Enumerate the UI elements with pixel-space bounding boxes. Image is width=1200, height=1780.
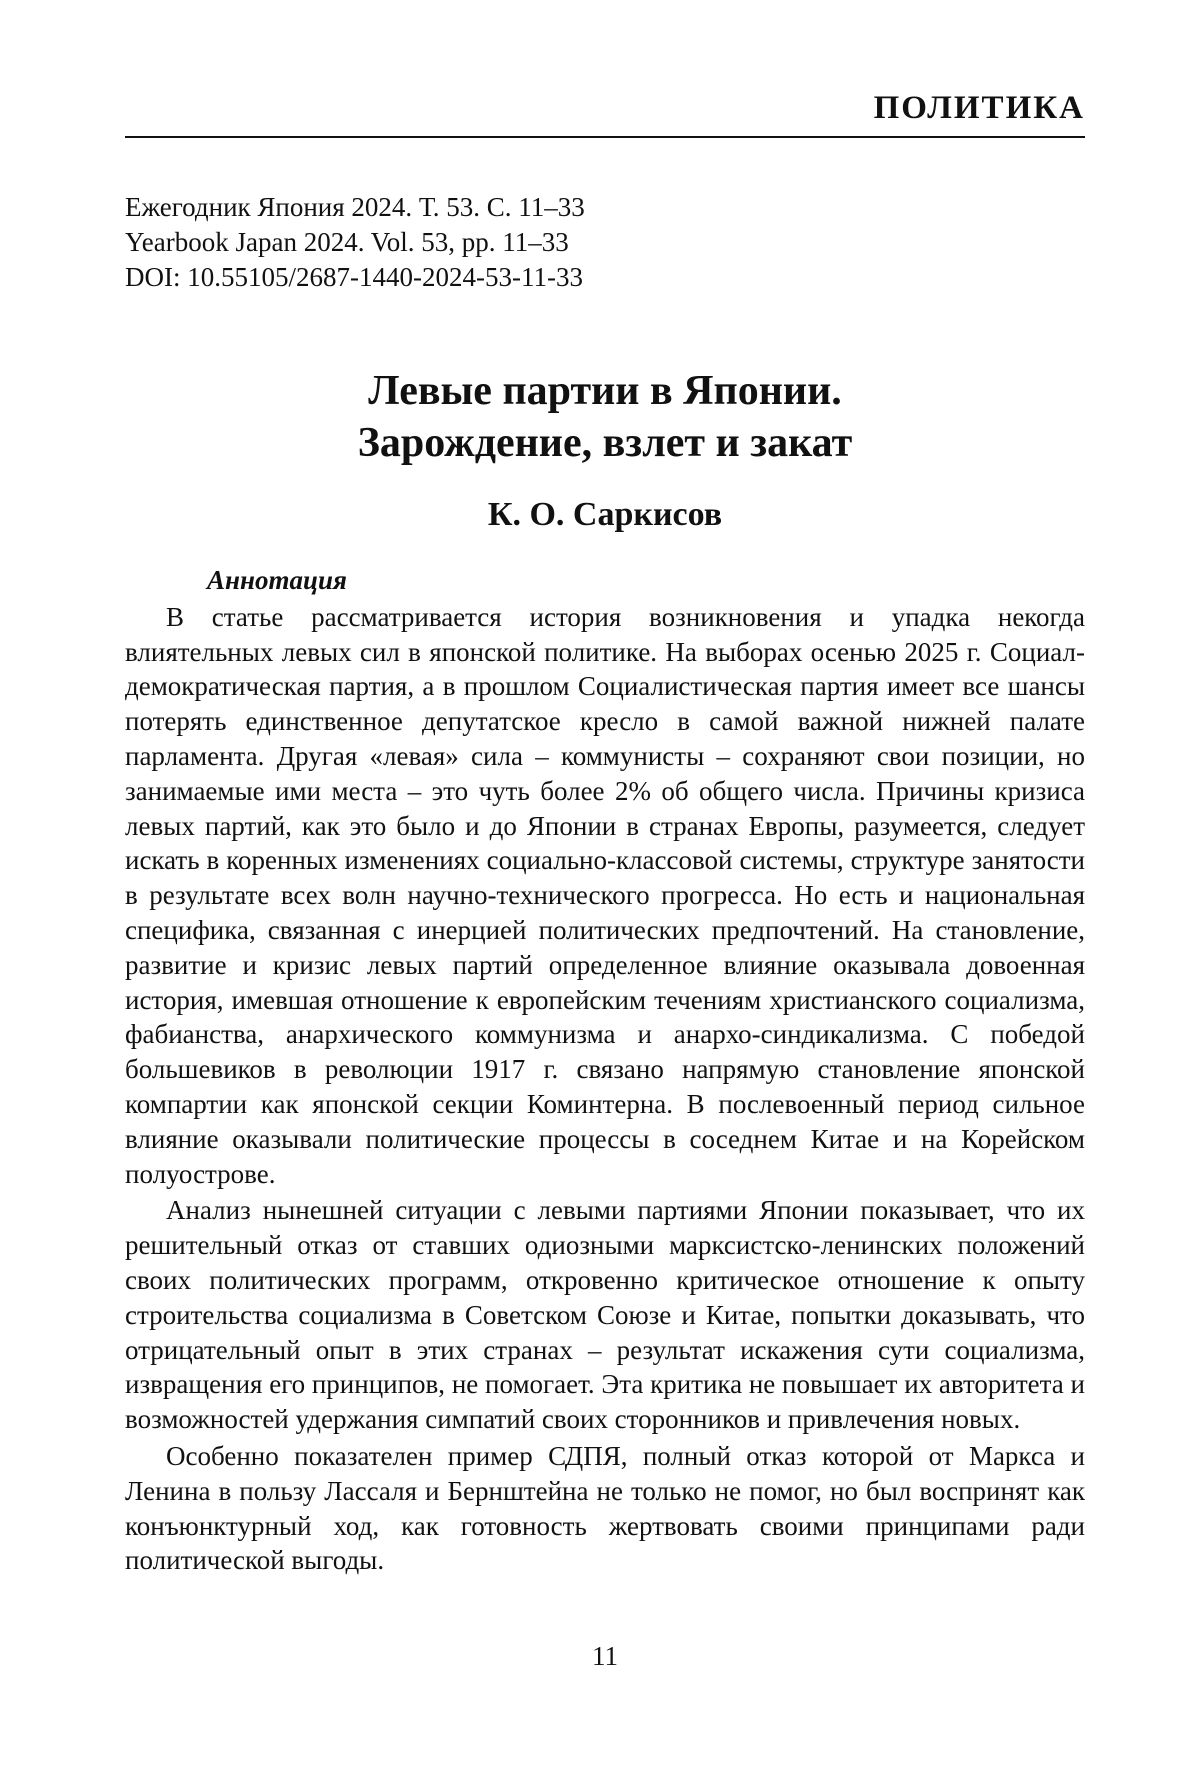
section-header: ПОЛИТИКА xyxy=(873,90,1085,126)
article-title-line-2: Зарождение, взлет и закат xyxy=(357,420,853,466)
article-title xyxy=(125,365,1085,469)
page-number: 11 xyxy=(592,1641,618,1671)
header-rule xyxy=(125,136,1085,138)
citation-ru: Ежегодник Япония 2024. Т. 53. С. 11–33 xyxy=(125,192,585,222)
abstract-paragraph: Анализ нынешней ситуации с левыми партиями Японии показывает, что их решительный отказ от ставших одиозными марксистско-ленинских положений своих политических программ, откровенно критическое отношение к опыту строительства социализма в Советском Союзе и Китае, попытки доказывать, что отрицательный опыт в этих странах – результат искажения сути социализма, извращения его принципов, не помогает. Эта критика не повышает их авторитета и возможностей удержания симпатий своих сторонников и привлечения новых. xyxy=(125,1195,1085,1435)
article-author: К. О. Саркисов xyxy=(487,496,723,533)
abstract-paragraph: Особенно показателен пример СДПЯ, полный отказ которой от Маркса и Ленина в пользу Лассаля и Бернштейна не только не помог, но был воспринят как конъюнктурный ход, как готовность жертвовать своими принципами ради политической выгоды. xyxy=(125,1440,1085,1576)
article-title-line-1: Левые партии в Японии. xyxy=(368,368,842,414)
citation-doi: DOI: 10.55105/2687-1440-2024-53-11-33 xyxy=(125,262,583,292)
abstract-heading: Аннотация xyxy=(207,565,347,595)
abstract xyxy=(125,563,1085,1580)
citation-block xyxy=(125,190,585,295)
citation-en: Yearbook Japan 2024. Vol. 53, pp. 11–33 xyxy=(125,227,569,257)
abstract-paragraph: В статье рассматривается история возникновения и упадка некогда влиятельных левых сил в японской политике. На выборах осенью 2025 г. Социал-демократическая партия, а в прошлом Социалистическая партия имеет все шансы потерять единственное депутатское кресло в самой важной нижней палате парламента. Другая «левая» сила – коммунисты – сохраняют свои позиции, но занимаемые ими места – это чуть более 2% об общего числа. Причины кризиса левых партий, как это было и до Японии в странах Европы, разумеется, следует искать в коренных изменениях социально-классовой системы, структуре занятости в результате всех волн научно-технического прогресса. Но есть и национальная специфика, связанная с инерцией политических предпочтений. На становление, развитие и кризис левых партий определенное влияние оказывала довоенная история, имевшая отношение к европейским течениям христианского социализма, фабианства, анархического коммунизма и анархо-синдикализма. С победой большевиков в революции 1917 г. связано напрямую становление японской компартии как японской секции Коминтерна. В послевоенный период сильное влияние оказывали политические процессы в соседнем Китае и на Корейском полуострове. xyxy=(125,601,1085,1189)
